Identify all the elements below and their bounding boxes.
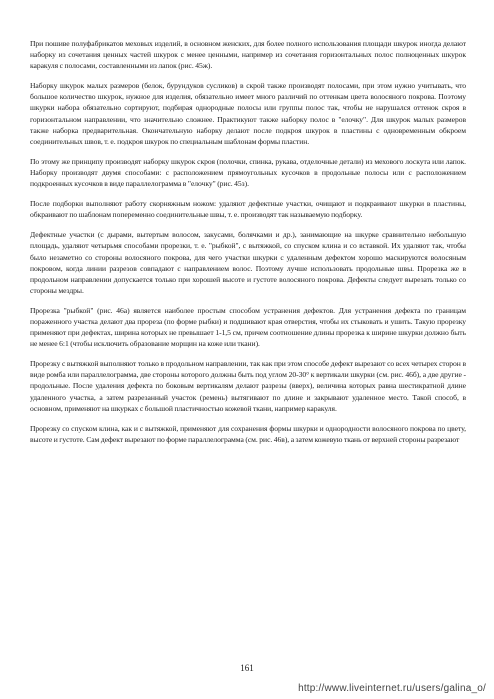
paragraph: Прорезку с вытяжкой выполняют только в продольном направлении, так как при этом способе дефект вырезают со всех четырех сторон в виде ромба или параллелограмма, две стороны которого должны быть под углом 20-30° к вертикали шкурки (см. рис. 46б), а две другие - продольные. После удаления дефекта по боковым вертикалям делают разрезы (вверх), величина которых равна шестикратной длине удаленного участка, а затем разрезанный участок (ремень) вытягивают по длине и закрывают удаленное место. Такой способ, в основном, применяют на шкурках с большой пластичностью кожевой ткани, например каракуля. xyxy=(30,359,466,413)
page-number: 161 xyxy=(240,663,254,673)
paragraph: При пошиве полуфабрикатов меховых изделий, в основном женских, для более полного использования площади шкурок иногда делают наборку из сочетания ценных частей шкурок с менее ценными, например из сочетания горизонтальных полос полноценных шкурок каракуля с полосами, составленными из лапок (рис. 45ж). xyxy=(30,39,466,71)
paragraph: Дефектные участки (с дырами, вытертым волосом, закусами, болячками и др.), занимающие на шкурке сравнительно небольшую площадь, удаляют четырьмя способами прорезки, т. е. "рыбкой", с вытяжкой, со спуском клина и со вставкой. Их удаляют так, чтобы было незаметно со стороны волосяного покрова, для чего участки шкурки с удаленным дефектом хорошо маскируются волосяным покровом, когда линии разрезов совпадают с направлением волос. Поэтому лучше использовать продольные швы. Прорезка же в продольном направлении допускается только при хорошей высоте и густоте волосяного покрова. Дефекты следует вырезать только со стороны мездры. xyxy=(30,230,466,295)
watermark-url: http://www.liveinternet.ru/users/galina_o/ xyxy=(298,683,486,694)
paragraph: Прорезку со спуском клина, как и с вытяжкой, применяют для сохранения формы шкурки и однородности волосяного покрова по цвету, высоте и густоте. Сам дефект вырезают по форме параллелограмма (см. рис. 46в), а затем кожевую ткань от верхней стороны разрезают xyxy=(30,423,466,444)
paragraph: По этому же принципу производят наборку шкурок скроя (полочки, спинка, рукава, отделочные детали) из мехового лоскута или лапок. Наборку производят двумя способами: с расположением прямоугольных кусочков в продольные полосы или с расположением подкроенных кусочков в виде параллелограмма в "елочку" (рис. 45з). xyxy=(30,156,466,189)
paragraph: После подборки выполняют работу скорняжным ножом: удаляют дефектные участки, очищают и подкраивают шкурки в пластины, обкраивают по шаблонам попеременно соединительные швы, т. е. производят так называемую подборку. xyxy=(30,199,466,220)
paragraph: Прорезка "рыбкой" (рис. 46а) является наиболее простым способом устранения дефектов. Для устранения дефекта по границам пораженного участка делают два прореза (по форме рыбки) и подшивают края отверстия, чтобы их стыковать и ушить. Такую прорезку применяют при дефектах, ширина которых не превышает 1-1,5 см, причем соотношение длины прорезка к ширине шкурки должно быть не менее 6:1 (чтобы исключить образование морщин на коже или ткани). xyxy=(30,305,466,349)
body-text xyxy=(30,38,466,454)
paragraph: Наборку шкурок малых размеров (белок, бурундуков сусликов) в скрой также производят полосами, при этом нужно учитывать, что большое количество шкурок, нужное для изделия, обязательно имеет много различий по оттенкам цвета волосяного покрова. Поэтому шкурки набора обязательно сортируют, подбирая однородные полосы или группы полос так, чтобы не нарушался оттенок скроя в горизонтальном направлении, что значительно сложнее. Практикуют также наборку полос в "елочку". Для шкурок малых размеров также наборка предварительная. Окончательную наборку делают после подкроя шкурок в пластины с одновременным обкроем соединительных швов, т. е. подкроя шкурок по специальным шаблонам формы пластин. xyxy=(30,81,466,146)
